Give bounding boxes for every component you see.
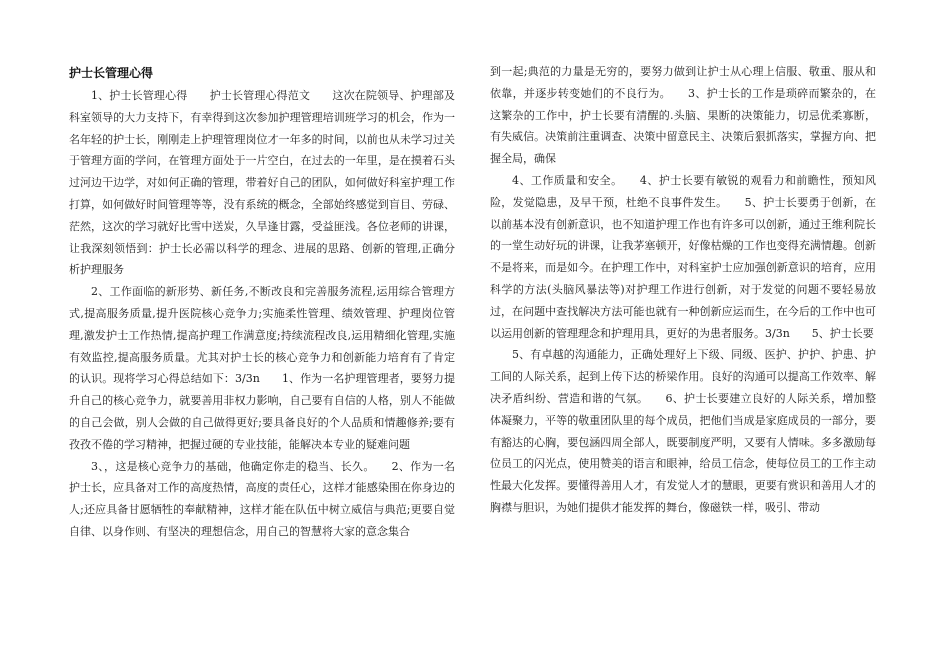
paragraph: 4、工作质量和安全。 4、护士长要有敏锐的观看力和前瞻性，预知风险，发觉隐患，及早干预，杜绝不良事件发生。 5、护士长要勇于创新，在以前基本没有创新意识，也不知道护理工作也有许多可以创新，通过王维利院长的一堂生动好玩的讲课，让我茅塞顿开，好像枯燥的工作也变得充满情趣。创新不是将来，而是如今。在护理工作中，对科室护士应加强创新意识的培育，应用科学的方法(头脑风暴法等)对护理工作进行创新，对于发觉的问题不要轻易放过，在问题中查找解决方法可能也就有一种创新应运而生，在今后的工作中也可以运用创新的管理理念和护理用具，更好的为患者服务。3/3n 5、护士长要 — [490, 173, 876, 340]
paragraph: 2、工作面临的新形势、新任务,不断改良和完善服务流程,运用综合管理方式,提高服务质量,提升医院核心竞争力;实施柔性管理、绩效管理、护理岗位管理,激发护士工作热情,提高护理工作满意度;持续流程改良,运用精细化管理,实施有效监控,提高服务质量。尤其对护士长的核心竞争力和创新能力培育有了肯定的认识。现将学习心得总结如下：3/3n 1、作为一名护理管理者，要努力提升自己的核心竞争力，就要善用非权力影响，自己要有自信的人格，别人不能做的自己会做，别人会做的自己做得更好;要具备良好的个人品质和情趣修养;要有孜孜不倦的学习精神，把握过硬的专业技能，能解决本专业的疑难问题 — [69, 285, 455, 451]
paragraph: 1、护士长管理心得 护士长管理心得范文 这次在院领导、护理部及科室领导的大力支持下，有幸得到这次参加护理管理培训班学习的机会，作为一名年轻的护士长，刚刚走上护理管理岗位才一年多的时间，以前也从未学习过关于管理方面的学问，在管理方面处于一片空白，在过去的一年里，是在摸着石头过河边干边学，对如何正确的管理，带着好自己的团队，如何做好科室护理工作打算，如何做好时间管理等等，没有系统的概念，全部始终感觉到盲目、劳碌、茫然，这次的学习就好比雪中送炭，久旱逢甘露，受益匪浅。各位老师的讲课，让我深刻领悟到：护士长必需以科学的理念、进展的思路、创新的管理,正确分析护理服务 — [69, 89, 455, 277]
paragraph: 3、，这是核心竞争力的基础，他确定你走的稳当、长久。 2、作为一名护士长，应具备对工作的高度热情，高度的责任心，这样才能感染围在你身边的人;还应具备甘愿牺牲的奉献精神，这样才能在队伍中树立威信与典范;更要自觉自律、以身作则、有坚决的理想信念，用自己的智慧将大家的意念集合 — [69, 459, 455, 538]
document-title: 护士长管理心得 — [69, 66, 154, 80]
left-column — [69, 61, 455, 543]
right-column — [490, 61, 876, 519]
paragraph: 5、有卓越的沟通能力，正确处理好上下级、同级、医护、护护、护患、护工间的人际关系，起到上传下达的桥梁作用。良好的沟通可以提高工作效率、解决矛盾纠纷、营造和谐的气氛。 6、护士长要建立良好的人际关系，增加整体凝聚力，平等的敬重团队里的每个成员，把他们当成是家庭成员的一部分，要有豁达的心胸，要包涵四周全部人，既要制度严明，又要有人情味。多多激励每位员工的闪光点，使用赞美的语言和眼神，给员工信念，使每位员工的工作主动性最大化发挥。要懂得善用人才，有发觉人才的慧眼，更要有赏识和善用人才的胸襟与胆识，为她们提供才能发挥的舞台，像磁铁一样，吸引、带动 — [490, 348, 876, 514]
paragraph: 到一起;典范的力量是无穷的，要努力做到让护士从心理上信服、敬重、服从和依靠，并逐步转变她们的不良行为。 3、护士长的工作是琐碎而繁杂的，在这繁杂的工作中，护士长要有清醒的.头脑、果断的决策能力，切忌优柔寡断，有失威信。决策前注重调查、决策中留意民主、决策后狠抓落实，掌握方向、把握全局，确保 — [490, 65, 876, 166]
